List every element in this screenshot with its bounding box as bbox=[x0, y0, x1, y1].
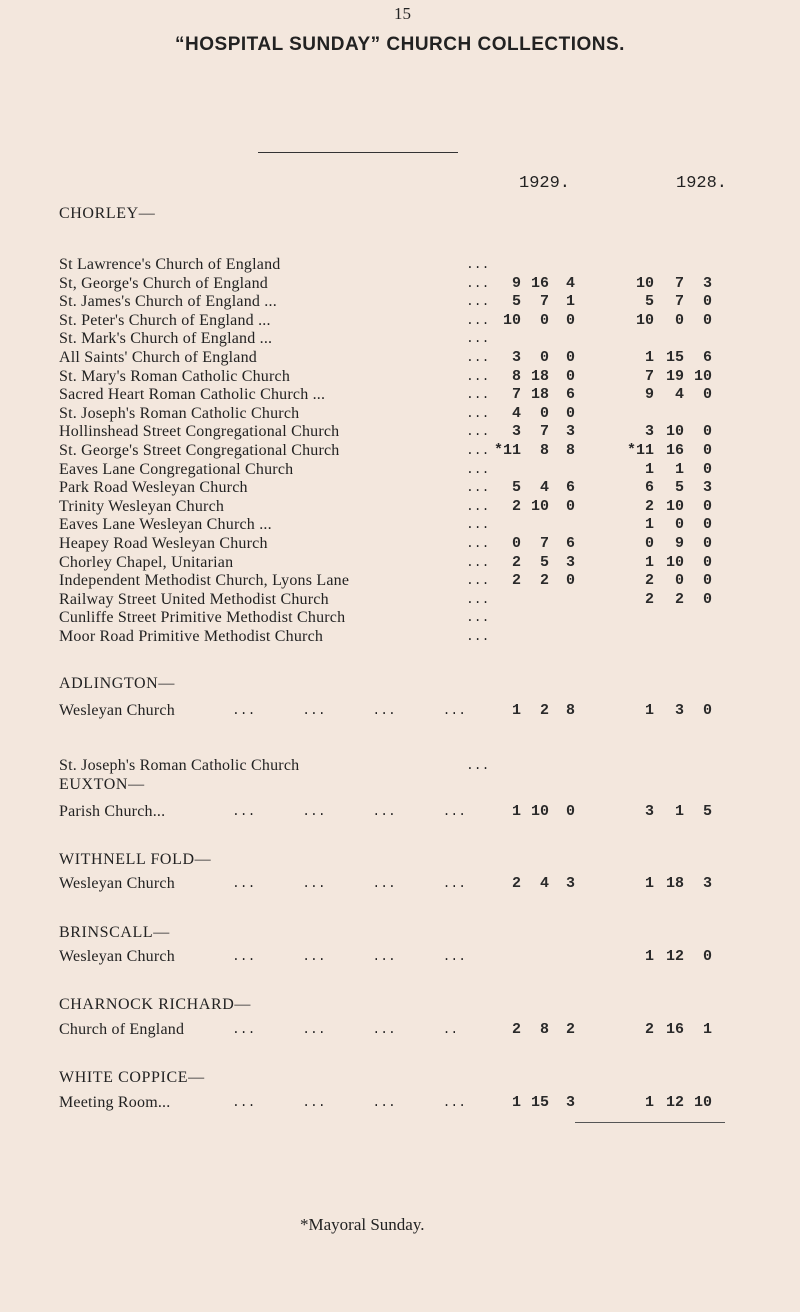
table-row bbox=[0, 1094, 800, 1112]
table-row bbox=[0, 479, 800, 497]
leader-dots: ... bbox=[466, 443, 490, 458]
amount-1928-pence: 0 bbox=[702, 590, 712, 608]
amount-1928-pence: 0 bbox=[702, 948, 712, 965]
amount-1929-pounds: 2 bbox=[511, 553, 521, 571]
amount-1929-shillings: 2 bbox=[539, 702, 549, 719]
amount-1929-shillings: 0 bbox=[539, 404, 549, 422]
church-name: St. Peter's Church of England ... bbox=[59, 311, 271, 329]
leader-dots: ... ... ... ... bbox=[232, 703, 467, 718]
section-heading bbox=[0, 996, 800, 1014]
amount-1929-shillings: 18 bbox=[530, 367, 549, 385]
amount-1929-pence: 0 bbox=[565, 367, 575, 385]
table-row bbox=[0, 461, 800, 479]
table-row bbox=[0, 591, 800, 609]
amount-1928-pence: 0 bbox=[702, 460, 712, 478]
page-number: 15 bbox=[394, 4, 411, 23]
amount-1928-pounds: 1 bbox=[644, 875, 654, 892]
table-row bbox=[0, 628, 800, 646]
section-title: CHORLEY— bbox=[59, 205, 156, 222]
amount-1928-shillings: 9 bbox=[674, 535, 684, 552]
amount-1929-shillings: 4 bbox=[539, 479, 549, 497]
amount-1929-shillings: 4 bbox=[539, 875, 549, 892]
amount-1928-pence: 0 bbox=[702, 702, 712, 719]
table-row bbox=[0, 442, 800, 460]
table-row bbox=[0, 423, 800, 441]
amount-1928-pounds: 1 bbox=[644, 702, 654, 719]
leader-dots: ... ... ... ... bbox=[232, 876, 467, 891]
amount-1928-shillings: 12 bbox=[665, 948, 684, 965]
amount-1929-pounds: 2 bbox=[511, 497, 521, 515]
amount-1928-pounds: 2 bbox=[644, 1021, 654, 1038]
church-name: Moor Road Primitive Methodist Church bbox=[59, 628, 324, 645]
amount-1929-shillings: 7 bbox=[539, 535, 549, 552]
amount-1928-pence: 6 bbox=[702, 349, 712, 366]
table-row bbox=[0, 803, 800, 821]
church-name: Meeting Room... bbox=[59, 1094, 171, 1111]
amount-1928-pounds: 2 bbox=[644, 590, 654, 608]
amount-1928-shillings: 7 bbox=[674, 274, 684, 292]
amount-1929-pounds: 1 bbox=[511, 803, 521, 820]
amount-1928-pounds: 10 bbox=[635, 311, 654, 329]
amount-1929-pence: 3 bbox=[565, 1094, 575, 1111]
amount-1928-pence: 3 bbox=[702, 479, 712, 497]
amount-1928-pence: 10 bbox=[693, 1094, 712, 1111]
amount-1928-pounds: 0 bbox=[644, 535, 654, 552]
church-name: Parish Church... bbox=[59, 803, 166, 820]
church-name: Wesleyan Church bbox=[59, 948, 175, 965]
amount-1929-pounds: 2 bbox=[511, 1021, 521, 1038]
amount-1929-shillings: 2 bbox=[539, 572, 549, 590]
amount-1929-shillings: 18 bbox=[530, 386, 549, 404]
amount-1928-pounds: *11 bbox=[626, 442, 654, 459]
church-name: Sacred Heart Roman Catholic Church ... bbox=[59, 386, 326, 404]
year-1929-header: 1929. bbox=[519, 174, 571, 193]
table-row bbox=[0, 312, 800, 330]
section-title: WHITE COPPICE— bbox=[59, 1069, 205, 1086]
leader-dots: ... bbox=[466, 498, 490, 514]
amount-1928-pence: 0 bbox=[702, 497, 712, 515]
table-row bbox=[0, 349, 800, 367]
table-row bbox=[0, 609, 800, 627]
amount-1929-pence: 8 bbox=[565, 702, 575, 719]
amount-1928-pence: 0 bbox=[702, 311, 712, 329]
amount-1929-pounds: 2 bbox=[511, 572, 521, 590]
amount-1928-shillings: 12 bbox=[665, 1094, 684, 1111]
church-name: Eaves Lane Wesleyan Church ... bbox=[59, 516, 272, 534]
amount-1928-pounds: 3 bbox=[644, 803, 654, 820]
table-row bbox=[0, 572, 800, 590]
church-name: St. James's Church of England ... bbox=[59, 293, 277, 311]
amount-1928-shillings: 16 bbox=[665, 442, 684, 459]
amount-1929-shillings: 10 bbox=[530, 803, 549, 820]
amount-1929-pence: 8 bbox=[565, 442, 575, 459]
amount-1929-shillings: 8 bbox=[539, 1021, 549, 1038]
church-name: Wesleyan Church bbox=[59, 702, 175, 719]
church-name: St. Mark's Church of England ... bbox=[59, 330, 273, 348]
section-heading bbox=[0, 205, 800, 223]
amount-1928-pounds: 7 bbox=[644, 367, 654, 385]
church-name: Hollinshead Street Congregational Church bbox=[59, 423, 340, 441]
amount-1928-shillings: 7 bbox=[674, 293, 684, 311]
amount-1928-shillings: 0 bbox=[674, 311, 684, 329]
amount-1929-pence: 1 bbox=[565, 293, 575, 311]
church-name: Heapey Road Wesleyan Church bbox=[59, 535, 268, 552]
amount-1928-shillings: 10 bbox=[665, 553, 684, 571]
leader-dots: ... bbox=[466, 275, 490, 291]
amount-1929-pence: 6 bbox=[565, 535, 575, 552]
table-row bbox=[0, 256, 800, 274]
amount-1929-pounds: 4 bbox=[511, 404, 521, 422]
leader-dots: ... bbox=[466, 591, 490, 607]
leader-dots: ... bbox=[466, 424, 490, 440]
amount-1929-pounds: *11 bbox=[494, 442, 522, 459]
amount-1928-shillings: 19 bbox=[665, 367, 684, 385]
leader-dots: ... ... ... ... bbox=[232, 949, 467, 964]
amount-1929-pounds: 3 bbox=[511, 423, 521, 441]
amount-1929-pence: 4 bbox=[565, 274, 575, 292]
amount-1928-pence: 0 bbox=[702, 442, 712, 459]
church-name: Trinity Wesleyan Church bbox=[59, 497, 225, 515]
table-row bbox=[0, 368, 800, 386]
leader-dots: ... bbox=[466, 461, 490, 477]
section-heading bbox=[0, 851, 800, 869]
leader-dots: ... bbox=[466, 331, 490, 347]
amount-1929-pounds: 3 bbox=[511, 349, 521, 366]
amount-1929-pounds: 0 bbox=[511, 535, 521, 552]
amount-1929-pounds: 2 bbox=[511, 875, 521, 892]
amount-1929-pounds: 1 bbox=[511, 702, 521, 719]
leader-dots: ... bbox=[466, 573, 490, 589]
amount-1929-pence: 0 bbox=[565, 572, 575, 590]
amount-1929-pounds: 5 bbox=[511, 479, 521, 497]
church-name: Eaves Lane Congregational Church bbox=[59, 460, 294, 478]
amount-1929-shillings: 0 bbox=[539, 311, 549, 329]
amount-1928-shillings: 16 bbox=[665, 1021, 684, 1038]
amount-1929-pounds: 9 bbox=[511, 274, 521, 292]
table-row bbox=[0, 757, 800, 775]
leader-dots: ... ... ... ... bbox=[232, 804, 467, 819]
church-name: St. George's Street Congregational Church bbox=[59, 442, 340, 459]
amount-1928-pence: 0 bbox=[702, 553, 712, 571]
footnote: *Mayoral Sunday. bbox=[300, 1215, 425, 1234]
leader-dots: ... bbox=[466, 610, 490, 626]
amount-1929-shillings: 15 bbox=[530, 1094, 549, 1111]
amount-1928-shillings: 15 bbox=[665, 349, 684, 366]
table-row bbox=[0, 554, 800, 572]
section-title: ADLINGTON— bbox=[59, 675, 175, 692]
leader-dots: ... bbox=[466, 312, 490, 328]
amount-1928-shillings: 0 bbox=[674, 516, 684, 534]
section-title: BRINSCALL— bbox=[59, 924, 170, 941]
church-name: Independent Methodist Church, Lyons Lane bbox=[59, 572, 350, 590]
section-title: WITHNELL FOLD— bbox=[59, 851, 212, 868]
leader-dots: ... bbox=[466, 368, 490, 384]
amount-1928-shillings: 0 bbox=[674, 572, 684, 590]
church-name: Railway Street United Methodist Church bbox=[59, 590, 329, 608]
amount-1928-pence: 5 bbox=[702, 803, 712, 820]
table-row bbox=[0, 516, 800, 534]
amount-1929-shillings: 10 bbox=[530, 497, 549, 515]
amount-1929-pence: 6 bbox=[565, 479, 575, 497]
table-row bbox=[0, 875, 800, 893]
section-heading bbox=[0, 776, 800, 794]
amount-1928-pence: 3 bbox=[702, 274, 712, 292]
leader-dots: ... bbox=[466, 554, 490, 570]
amount-1928-shillings: 10 bbox=[665, 497, 684, 515]
amount-1928-pence: 10 bbox=[693, 367, 712, 385]
amount-1929-pounds: 7 bbox=[511, 386, 521, 404]
amount-1928-shillings: 5 bbox=[674, 479, 684, 497]
amount-1929-pounds: 1 bbox=[511, 1094, 521, 1111]
amount-1929-pence: 2 bbox=[565, 1021, 575, 1038]
church-name: Wesleyan Church bbox=[59, 875, 175, 892]
church-name: St. Mary's Roman Catholic Church bbox=[59, 367, 291, 385]
amount-1929-pence: 0 bbox=[565, 349, 575, 366]
church-name: Church of England bbox=[59, 1021, 185, 1038]
table-row bbox=[0, 498, 800, 516]
amount-1928-pence: 3 bbox=[702, 875, 712, 892]
leader-dots: ... ... ... .. bbox=[232, 1022, 459, 1037]
amount-1928-pounds: 1 bbox=[644, 460, 654, 478]
amount-1928-shillings: 10 bbox=[665, 423, 684, 441]
amount-1929-shillings: 8 bbox=[539, 442, 549, 459]
amount-1928-pounds: 3 bbox=[644, 423, 654, 441]
amount-1928-pounds: 2 bbox=[644, 497, 654, 515]
leader-dots: ... bbox=[466, 758, 490, 773]
amount-1928-pence: 0 bbox=[702, 423, 712, 441]
amount-1928-pence: 0 bbox=[702, 293, 712, 311]
table-row bbox=[0, 275, 800, 293]
leader-dots: ... bbox=[466, 387, 490, 403]
leader-dots: ... bbox=[466, 405, 490, 421]
leader-dots: ... bbox=[466, 536, 490, 551]
church-name: St. Joseph's Roman Catholic Church bbox=[59, 404, 300, 422]
amount-1928-pounds: 1 bbox=[644, 349, 654, 366]
leader-dots: ... bbox=[466, 257, 490, 272]
amount-1928-pounds: 1 bbox=[644, 553, 654, 571]
amount-1928-pounds: 10 bbox=[635, 274, 654, 292]
amount-1929-pence: 0 bbox=[565, 404, 575, 422]
section-heading bbox=[0, 675, 800, 693]
amount-1928-pounds: 2 bbox=[644, 572, 654, 590]
amount-1929-pence: 0 bbox=[565, 311, 575, 329]
leader-dots: ... bbox=[466, 350, 490, 365]
amount-1929-pence: 0 bbox=[565, 497, 575, 515]
amount-1928-pence: 0 bbox=[702, 535, 712, 552]
table-row bbox=[0, 330, 800, 348]
amount-1929-shillings: 16 bbox=[530, 274, 549, 292]
amount-1929-shillings: 7 bbox=[539, 293, 549, 311]
leader-dots: ... bbox=[466, 294, 490, 310]
church-name: All Saints' Church of England bbox=[59, 349, 257, 366]
amount-1928-shillings: 1 bbox=[674, 460, 684, 478]
amount-1929-pence: 3 bbox=[565, 875, 575, 892]
leader-dots: ... bbox=[466, 480, 490, 496]
amount-1928-shillings: 3 bbox=[674, 702, 684, 719]
amount-1928-pounds: 5 bbox=[644, 293, 654, 311]
amount-1929-pence: 3 bbox=[565, 423, 575, 441]
title-divider bbox=[258, 152, 458, 153]
section-title: CHARNOCK RICHARD— bbox=[59, 996, 251, 1013]
leader-dots: ... bbox=[466, 629, 490, 644]
amount-1928-pounds: 9 bbox=[644, 386, 654, 404]
amount-1928-pence: 1 bbox=[702, 1021, 712, 1038]
amount-1929-pence: 6 bbox=[565, 386, 575, 404]
amount-1929-shillings: 0 bbox=[539, 349, 549, 366]
amount-1929-pounds: 10 bbox=[502, 311, 521, 329]
amount-1928-pounds: 1 bbox=[644, 1094, 654, 1111]
year-1928-header: 1928. bbox=[676, 174, 728, 193]
table-row bbox=[0, 948, 800, 966]
table-row bbox=[0, 293, 800, 311]
section-title: EUXTON— bbox=[59, 776, 145, 793]
total-rule bbox=[575, 1122, 725, 1123]
church-name: St Lawrence's Church of England bbox=[59, 256, 281, 273]
amount-1928-shillings: 4 bbox=[674, 386, 684, 404]
church-name: St. Joseph's Roman Catholic Church bbox=[59, 757, 300, 774]
table-row bbox=[0, 702, 800, 720]
amount-1929-pounds: 5 bbox=[511, 293, 521, 311]
amount-1928-pence: 0 bbox=[702, 516, 712, 534]
page-title: “HOSPITAL SUNDAY” CHURCH COLLECTIONS. bbox=[175, 34, 625, 55]
amount-1929-pence: 3 bbox=[565, 553, 575, 571]
amount-1929-pounds: 8 bbox=[511, 367, 521, 385]
table-row bbox=[0, 405, 800, 423]
amount-1929-shillings: 5 bbox=[539, 553, 549, 571]
section-heading bbox=[0, 1069, 800, 1087]
church-name: Cunliffe Street Primitive Methodist Church bbox=[59, 609, 346, 627]
amount-1928-shillings: 2 bbox=[674, 590, 684, 608]
amount-1928-pence: 0 bbox=[702, 386, 712, 404]
amount-1928-pounds: 1 bbox=[644, 948, 654, 965]
church-name: Park Road Wesleyan Church bbox=[59, 479, 248, 497]
amount-1928-shillings: 18 bbox=[665, 875, 684, 892]
amount-1929-pence: 0 bbox=[565, 803, 575, 820]
amount-1928-shillings: 1 bbox=[674, 803, 684, 820]
leader-dots: ... bbox=[466, 517, 490, 533]
section-heading bbox=[0, 924, 800, 942]
amount-1929-shillings: 7 bbox=[539, 423, 549, 441]
leader-dots: ... ... ... ... bbox=[232, 1095, 467, 1110]
church-name: Chorley Chapel, Unitarian bbox=[59, 553, 234, 571]
table-row bbox=[0, 386, 800, 404]
table-row bbox=[0, 1021, 800, 1039]
table-row bbox=[0, 535, 800, 553]
amount-1928-pounds: 6 bbox=[644, 479, 654, 497]
church-name: St, George's Church of England bbox=[59, 274, 268, 292]
amount-1928-pounds: 1 bbox=[644, 516, 654, 534]
amount-1928-pence: 0 bbox=[702, 572, 712, 590]
